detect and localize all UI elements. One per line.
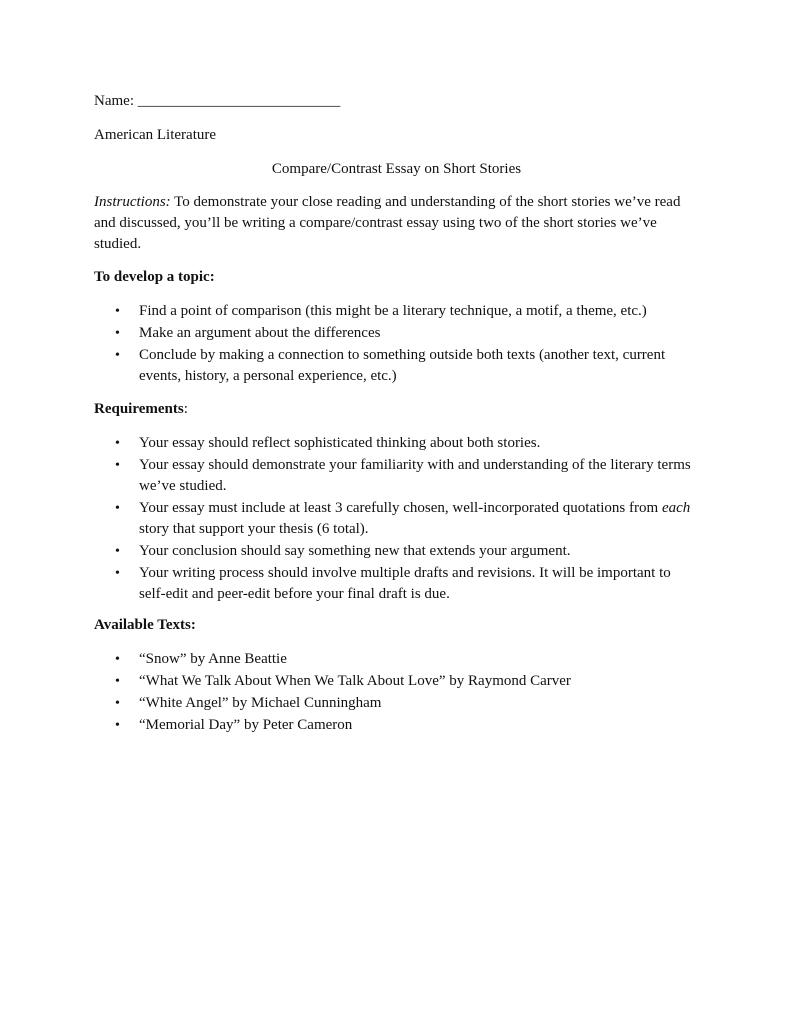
requirements-heading [94,399,188,420]
list-item [94,498,699,540]
list-item [94,563,699,605]
list-item-text: Find a point of comparison (this might be a literary technique, a motif, a theme, etc.) [139,303,647,319]
name-blank: ___________________________ [137,93,341,109]
list-item-text-end: story that support your thesis (6 total). [139,521,369,537]
list-item-text: Your essay should reflect sophisticated thinking about both stories. [139,435,541,451]
list-item [94,541,699,562]
list-item-text: “Memorial Day” by Peter Cameron [139,717,353,733]
list-item [94,433,699,454]
instructions-paragraph [94,192,684,255]
list-item-text: Your essay should demonstrate your familiarity with and understanding of the literary terms we’ve studied. [139,457,691,494]
list-item [94,649,699,670]
list-item-text: Your essay must include at least 3 carefully chosen, well-incorporated quotations from [139,500,662,516]
requirements-heading-colon: : [183,401,188,417]
list-item [94,323,699,344]
list-item-text: Make an argument about the differences [139,325,381,341]
list-item [94,693,699,714]
bullet-icon: • [115,544,120,559]
list-item [94,301,699,322]
requirements-list [94,433,699,606]
bullet-icon: • [115,458,120,473]
list-item-text: “White Angel” by Michael Cunningham [139,695,382,711]
list-item-text: Your writing process should involve multiple drafts and revisions. It will be important to self-edit and peer-edit before your final draft is due. [139,565,671,602]
list-item [94,345,699,387]
bullet-icon: • [115,348,120,363]
name-line [94,91,340,112]
bullet-icon: • [115,674,120,689]
list-item-emphasis: each [661,500,691,516]
bullet-icon: • [115,436,120,451]
bullet-icon: • [115,501,120,516]
bullet-icon: • [115,326,120,341]
bullet-icon: • [115,652,120,667]
develop-topic-heading: To develop a topic: [94,269,215,285]
bullet-icon: • [115,718,120,733]
list-item-text: “Snow” by Anne Beattie [139,651,287,667]
instructions-text: To demonstrate your close reading and understanding of the short stories we’ve read and discussed, you’ll be writing a compare/contrast essay using two of the short stories we’ve studied. [94,194,681,252]
list-item-text: “What We Talk About When We Talk About Love” by Raymond Carver [139,673,571,689]
available-texts-list [94,649,699,737]
bullet-icon: • [115,566,120,581]
list-item [94,715,699,736]
bullet-icon: • [115,696,120,711]
list-item-text: Conclude by making a connection to something outside both texts (another text, current events, history, a personal experience, etc.) [139,347,666,384]
document-title: Compare/Contrast Essay on Short Stories [271,161,522,177]
available-texts-heading: Available Texts: [94,617,196,633]
instructions-lead: Instructions: [94,194,171,210]
bullet-icon: • [115,304,120,319]
course-name: American Literature [94,127,217,143]
list-item [94,671,699,692]
list-item [94,455,699,497]
name-label: Name: [94,93,134,109]
develop-topic-list [94,301,699,388]
requirements-heading-text: Requirements [94,401,184,417]
list-item-text: Your conclusion should say something new that extends your argument. [139,543,571,559]
